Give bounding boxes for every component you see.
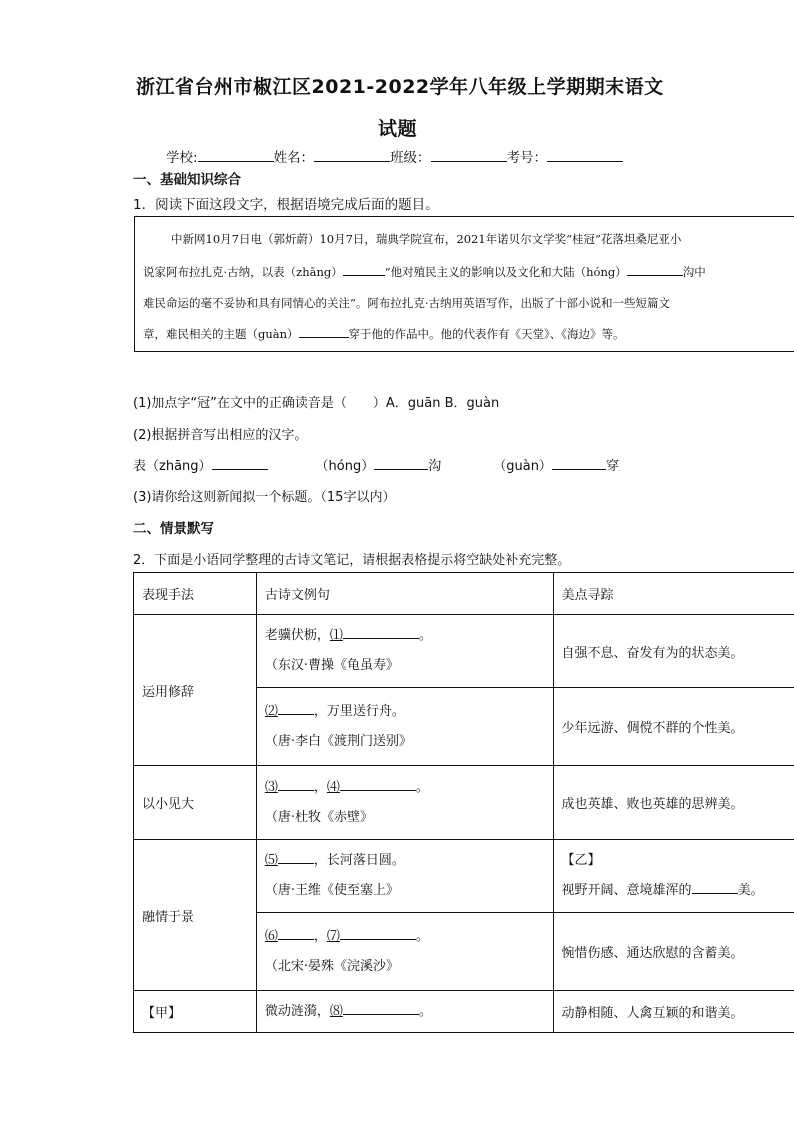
sub-question-3: (3)请你给这则新闻拟一个标题。（15字以内） — [133, 490, 396, 505]
example-cell: ⑸ ，长河落日圆。 （唐·王维《使至塞上》 — [256, 840, 553, 913]
pinyin-row — [133, 455, 619, 474]
answer-blank-4[interactable] — [340, 776, 416, 791]
answer-blank-6[interactable] — [278, 925, 314, 940]
answer-blank-guan[interactable] — [552, 455, 606, 470]
section-heading-2: 二、情景默写 — [133, 521, 214, 537]
source-line: （北宋·晏殊《浣溪沙》 — [264, 958, 399, 974]
exam-no-label: 考号： — [506, 150, 548, 166]
example-cell: ⑵ ，万里送行舟。 （唐·李白《渡荆门送别》 — [256, 688, 553, 766]
answer-blank-zhang[interactable] — [212, 455, 268, 470]
answer-blank-5[interactable] — [278, 849, 314, 864]
pinyin-zhang: 表（zhāng） — [133, 459, 212, 474]
answer-blank-yi[interactable] — [692, 879, 738, 894]
passage-seg-zhang: 说家阿布拉扎克·古纳，以表（zhāng） — [143, 265, 343, 279]
answer-blank-hong[interactable] — [374, 455, 428, 470]
class-blank[interactable] — [431, 147, 507, 162]
technique-rhetoric: 运用修辞 — [134, 615, 257, 766]
poetry-table — [133, 572, 794, 1033]
beauty-cell: 自强不息、奋发有为的状态美。 — [553, 615, 794, 688]
header-technique: 表现手法 — [134, 573, 257, 615]
passage-seg-end: 穿于他的作品中。他的代表作有《天堂》、《海边》等。 — [348, 327, 625, 341]
class-label: 班级： — [390, 150, 431, 166]
source-line: （唐·李白《渡荆门送别》 — [264, 733, 412, 749]
source-line: （唐·杜牧《赤壁》 — [264, 809, 373, 825]
answer-blank-2[interactable] — [278, 700, 314, 715]
name-label: 姓名： — [273, 150, 315, 166]
pinyin-guan: （guàn） — [493, 459, 552, 474]
table-row — [134, 615, 794, 688]
table-row — [134, 840, 794, 913]
source-line: （唐·王维《使至塞上》 — [264, 883, 399, 898]
table-row — [134, 766, 794, 840]
passage-blank-zhang — [343, 263, 385, 276]
header-example: 古诗文例句 — [256, 573, 553, 615]
beauty-cell: 少年远游、倜傥不群的个性美。 — [553, 688, 794, 766]
beauty-cell: 惋惜伤感、通达欣慰的含蓄美。 — [553, 913, 794, 991]
info-line — [166, 146, 623, 166]
section-heading-1: 一、基础知识综合 — [133, 172, 241, 188]
blank-number-7: ⑺ — [326, 928, 340, 944]
school-blank[interactable] — [198, 147, 274, 162]
question-2-stem: 2．下面是小语同学整理的古诗文笔记，请根据表格提示将空缺处补充完整。 — [133, 553, 571, 568]
name-blank[interactable] — [314, 147, 390, 162]
technique-emotion-in-scene: 融情于景 — [134, 840, 257, 991]
passage-seg-guan: 章，难民相关的主题（guàn） — [143, 327, 299, 341]
beauty-cell: 动静相随、人禽互颖的和谐美。 — [553, 991, 794, 1033]
passage-line-3: 难民命运的毫不妥协和具有同情心的关注”。阿布拉扎克·古纳用英语写作，出版了十部小说和一些短篇文 — [143, 296, 671, 310]
passage-line-4 — [143, 325, 625, 342]
answer-blank-7[interactable] — [340, 925, 416, 940]
example-cell: 老骥伏枥，⑴ 。 （东汉·曹操《龟虽寿》 — [256, 615, 553, 688]
header-beauty: 美点寻踪 — [553, 573, 794, 615]
example-cell: 微动涟漪，⑻ 。 — [256, 991, 553, 1033]
blank-number-8: ⑻ — [329, 1003, 343, 1019]
technique-small-to-large: 以小见大 — [134, 766, 257, 840]
table-header-row — [134, 573, 794, 615]
passage-box — [134, 216, 794, 352]
beauty-cell: 成也英雄、败也英雄的思辨美。 — [553, 766, 794, 840]
answer-blank-3[interactable] — [278, 776, 314, 791]
school-label: 学校: — [166, 150, 198, 166]
question-1-stem: 1．阅读下面这段文字，根据语境完成后面的题目。 — [133, 197, 439, 213]
technique-jia: 【甲】 — [134, 991, 257, 1033]
blank-number-6: ⑹ — [264, 928, 278, 944]
table-row — [134, 991, 794, 1033]
sub-question-2: (2)根据拼音写出相应的汉字。 — [133, 428, 308, 443]
page-title: 浙江省台州市椒江区2021-2022学年八年级上学期期末语文 — [136, 76, 664, 98]
passage-seg-hong: “他对殖民主义的影响以及文化和大陆（hóng） — [384, 265, 627, 279]
answer-blank-1[interactable] — [343, 624, 419, 639]
label-yi: 【乙】 — [561, 853, 601, 868]
passage-seg-gou: 沟中 — [682, 265, 706, 279]
blank-number-2: ⑵ — [264, 703, 278, 719]
passage-line-1: 中新网10月7日电（郭炘蔚）10月7日，瑞典学院宣布，2021年诺贝尔文学奖“桂冠”花落坦桑尼亚小 — [171, 232, 682, 246]
example-cell: ⑹ ，⑺ 。 （北宋·晏殊《浣溪沙》 — [256, 913, 553, 991]
answer-blank-8[interactable] — [343, 1000, 419, 1015]
pinyin-guan-after: 穿 — [605, 459, 619, 474]
blank-number-4: ⑷ — [326, 779, 340, 795]
blank-number-1: ⑴ — [329, 628, 343, 643]
page-title-continued: 试题 — [378, 118, 418, 140]
source-line: （东汉·曹操《龟虽寿》 — [264, 658, 399, 673]
passage-blank-hong — [627, 263, 683, 276]
blank-number-5: ⑸ — [264, 853, 278, 868]
blank-number-3: ⑶ — [264, 779, 278, 795]
pinyin-hong: （hóng） — [315, 459, 375, 474]
beauty-cell: 【乙】 视野开阔、意境雄浑的 美。 — [553, 840, 794, 913]
passage-line-2 — [143, 263, 706, 280]
sub-question-1: (1)加点字“冠”在文中的正确读音是（ ）A．guān B．guàn — [133, 396, 500, 411]
example-cell: ⑶ ，⑷ 。 （唐·杜牧《赤壁》 — [256, 766, 553, 840]
pinyin-hong-after: 沟 — [428, 459, 442, 474]
exam-no-blank[interactable] — [547, 147, 623, 162]
passage-blank-guan — [299, 325, 349, 338]
